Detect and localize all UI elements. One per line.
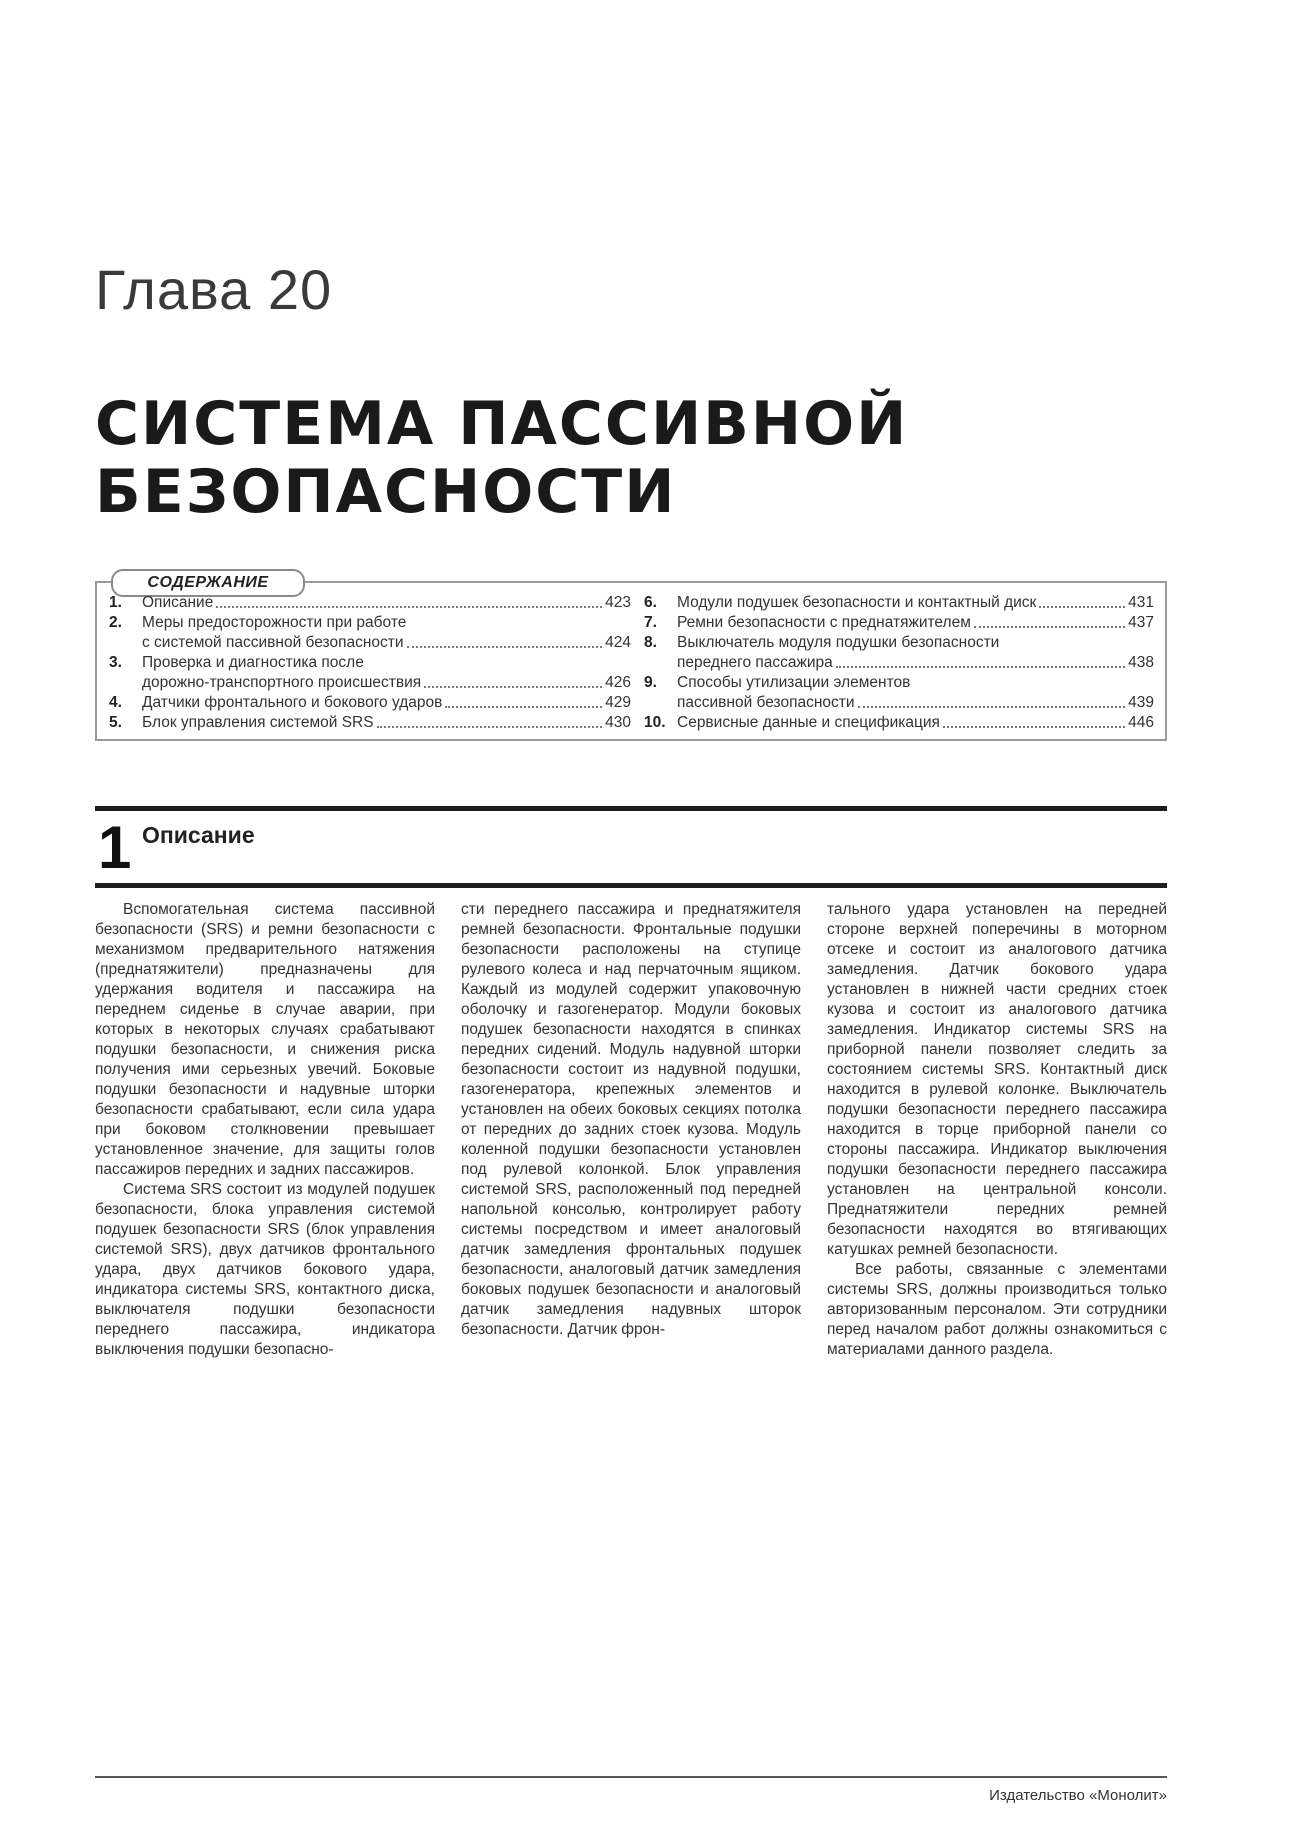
toc-dot-leader [943, 713, 1125, 728]
toc-entry-title-line: Меры предосторожности при работе [142, 614, 407, 631]
section-title: Описание [142, 822, 255, 848]
body-paragraph: сти переднего пассажира и преднатяжителя ремней безопасности. Фронтальные подушки безопасности расположены на ступице рулевого колеса и над перчаточным ящиком. Каждый из модулей содержит упаковочную оболочку и газогенератор. Модули боковых подушек безопасности находятся в спинках передних сидений. Модуль надувной шторки безопасности состоит из надувной подушки, газогенератора, крепежных элементов и установлен на обеих боковых секциях потолка от передних до задних стоек кузова. Модуль коленной подушки безопасности установлен под рулевой колонкой. Блок управления системой SRS, расположенный под передней напольной консолью, контролирует работу системы посредством и имеет аналоговый датчик замедления фронтальных подушек безопасности, аналоговый датчик замедления боковых подушек безопасности и аналоговый датчик замедления надувных шторок безопасности. Датчик фрон- [461, 901, 801, 1338]
toc-entry-page: 437 [1128, 614, 1154, 631]
section-rule-bottom [95, 883, 1167, 888]
toc-dot-leader [424, 673, 602, 688]
chapter-title-line-2: БЕЗОПАСНОСТИ [95, 457, 677, 527]
toc-entry-number: 5. [109, 714, 122, 731]
toc-entry-title-line: Проверка и диагностика после [142, 654, 364, 671]
footer-rule [95, 1776, 1167, 1778]
toc-column-left [109, 593, 631, 733]
toc-entry-title-line: Способы утилизации элементов [677, 674, 911, 691]
toc-entry [644, 713, 1154, 733]
toc-entry-title: с системой пассивной безопасности [142, 634, 404, 651]
toc-dot-leader [445, 693, 602, 708]
toc-dot-leader [377, 713, 603, 728]
body-column-2 [461, 900, 801, 1340]
toc-entry-title: дорожно-транспортного происшествия [142, 674, 422, 691]
body-paragraph: Вспомогательная система пассивной безопасности (SRS) и ремни безопасности с механизмом предварительного натяжения (преднатяжители) предназначены для удержания водителя и пассажира на переднем сиденье в случае аварии, при которых в некоторых случаях срабатывают подушки безопасности, и снижения риска получения ими серьезных увечий. Боковые подушки безопасности и надувные шторки безопасности срабатывают, если сила удара при боковом столкновении превышает установленное значение, для защиты голов пассажиров передних и задних пассажиров. [95, 901, 435, 1178]
toc-entry [644, 673, 1154, 713]
toc-entry-title: переднего пассажира [677, 654, 833, 671]
toc-entry-page: 430 [605, 714, 631, 731]
toc-entry-number: 8. [644, 634, 657, 651]
toc-entry-number: 7. [644, 614, 657, 631]
toc-entry-title: пассивной безопасности [677, 694, 855, 711]
toc-entry [109, 593, 631, 613]
toc-dot-leader [216, 593, 602, 608]
chapter-title-line-1: СИСТЕМА ПАССИВНОЙ [95, 389, 909, 459]
toc-entry-number: 4. [109, 694, 122, 711]
body-paragraph: Система SRS состоит из модулей подушек безопасности, блока управления системой подушек безопасности SRS (блок управления системой SRS), двух датчиков фронтального удара, двух датчиков бокового удара, индикатора системы SRS, контактного диска, выключателя подушки безопасности переднего пассажира, индикатора выключения подушки безопасно- [95, 1181, 435, 1358]
toc-dot-leader [974, 613, 1125, 628]
toc-entry-title: Датчики фронтального и бокового ударов [142, 694, 443, 711]
toc-entry-title: Ремни безопасности с преднатяжителем [677, 614, 971, 631]
toc-entry-page: 446 [1128, 714, 1154, 731]
toc-entry [109, 713, 631, 733]
toc-entry-page: 438 [1128, 654, 1154, 671]
body-paragraph: Все работы, связанные с элементами системы SRS, должны производиться только авторизованным персоналом. Эти сотрудники перед началом работ должны ознакомиться с материалами данного раздела. [827, 1261, 1167, 1358]
toc-dot-leader [836, 653, 1125, 668]
chapter-label: Глава 20 [95, 258, 333, 321]
toc-entry [644, 633, 1154, 673]
toc-entry [644, 593, 1154, 613]
toc-entry-number: 3. [109, 654, 122, 671]
toc-dot-leader [858, 693, 1126, 708]
toc-column-right [644, 593, 1154, 733]
toc-dot-leader [407, 633, 603, 648]
toc-entry-title: Сервисные данные и спецификация [677, 714, 940, 731]
toc-entry-page: 439 [1128, 694, 1154, 711]
toc-entry-number: 1. [109, 594, 122, 611]
chapter-title [95, 390, 908, 526]
toc-entry [109, 653, 631, 693]
body-paragraph: тального удара установлен на передней стороне верхней поперечины в моторном отсеке и состоит из аналогового датчика замедления. Датчик бокового удара установлен в нижней части средних стоек кузова и состоит из аналогового датчика замедления. Индикатор системы SRS на приборной панели позволяет следить за состоянием системы SRS. Контактный диск находится в рулевой колонке. Выключатель подушки безопасности переднего пассажира находится в торце приборной панели со стороны пассажира. Индикатор выключения подушки безопасности переднего пассажира установлен на центральной консоли. Преднатяжители передних ремней безопасности находятся во втягивающих катушках ремней безопасности. [827, 901, 1167, 1258]
section-number: 1 [98, 814, 132, 881]
toc-entry-number: 6. [644, 594, 657, 611]
table-of-contents [95, 574, 1167, 741]
section-rule-top [95, 806, 1167, 811]
toc-entry-page: 424 [605, 634, 631, 651]
body-column-1 [95, 900, 435, 1360]
toc-entry-number: 2. [109, 614, 122, 631]
toc-entry-number: 9. [644, 674, 657, 691]
toc-entry [644, 613, 1154, 633]
toc-entry-title-line: Выключатель модуля подушки безопасности [677, 634, 1000, 651]
toc-entry-page: 423 [605, 594, 631, 611]
body-column-3 [827, 900, 1167, 1360]
toc-entry-page: 429 [605, 694, 631, 711]
toc-entry-page: 431 [1128, 594, 1154, 611]
toc-entry-title: Модули подушек безопасности и контактный диск [677, 594, 1037, 611]
footer-publisher: Издательство «Монолит» [989, 1787, 1167, 1804]
toc-entry [109, 693, 631, 713]
toc-heading: СОДЕРЖАНИЕ [111, 569, 305, 597]
toc-dot-leader [1039, 593, 1125, 608]
toc-entry-title: Описание [142, 594, 214, 611]
toc-entry [109, 613, 631, 653]
toc-entry-number: 10. [644, 714, 666, 731]
toc-entry-title: Блок управления системой SRS [142, 714, 374, 731]
toc-entry-page: 426 [605, 674, 631, 691]
